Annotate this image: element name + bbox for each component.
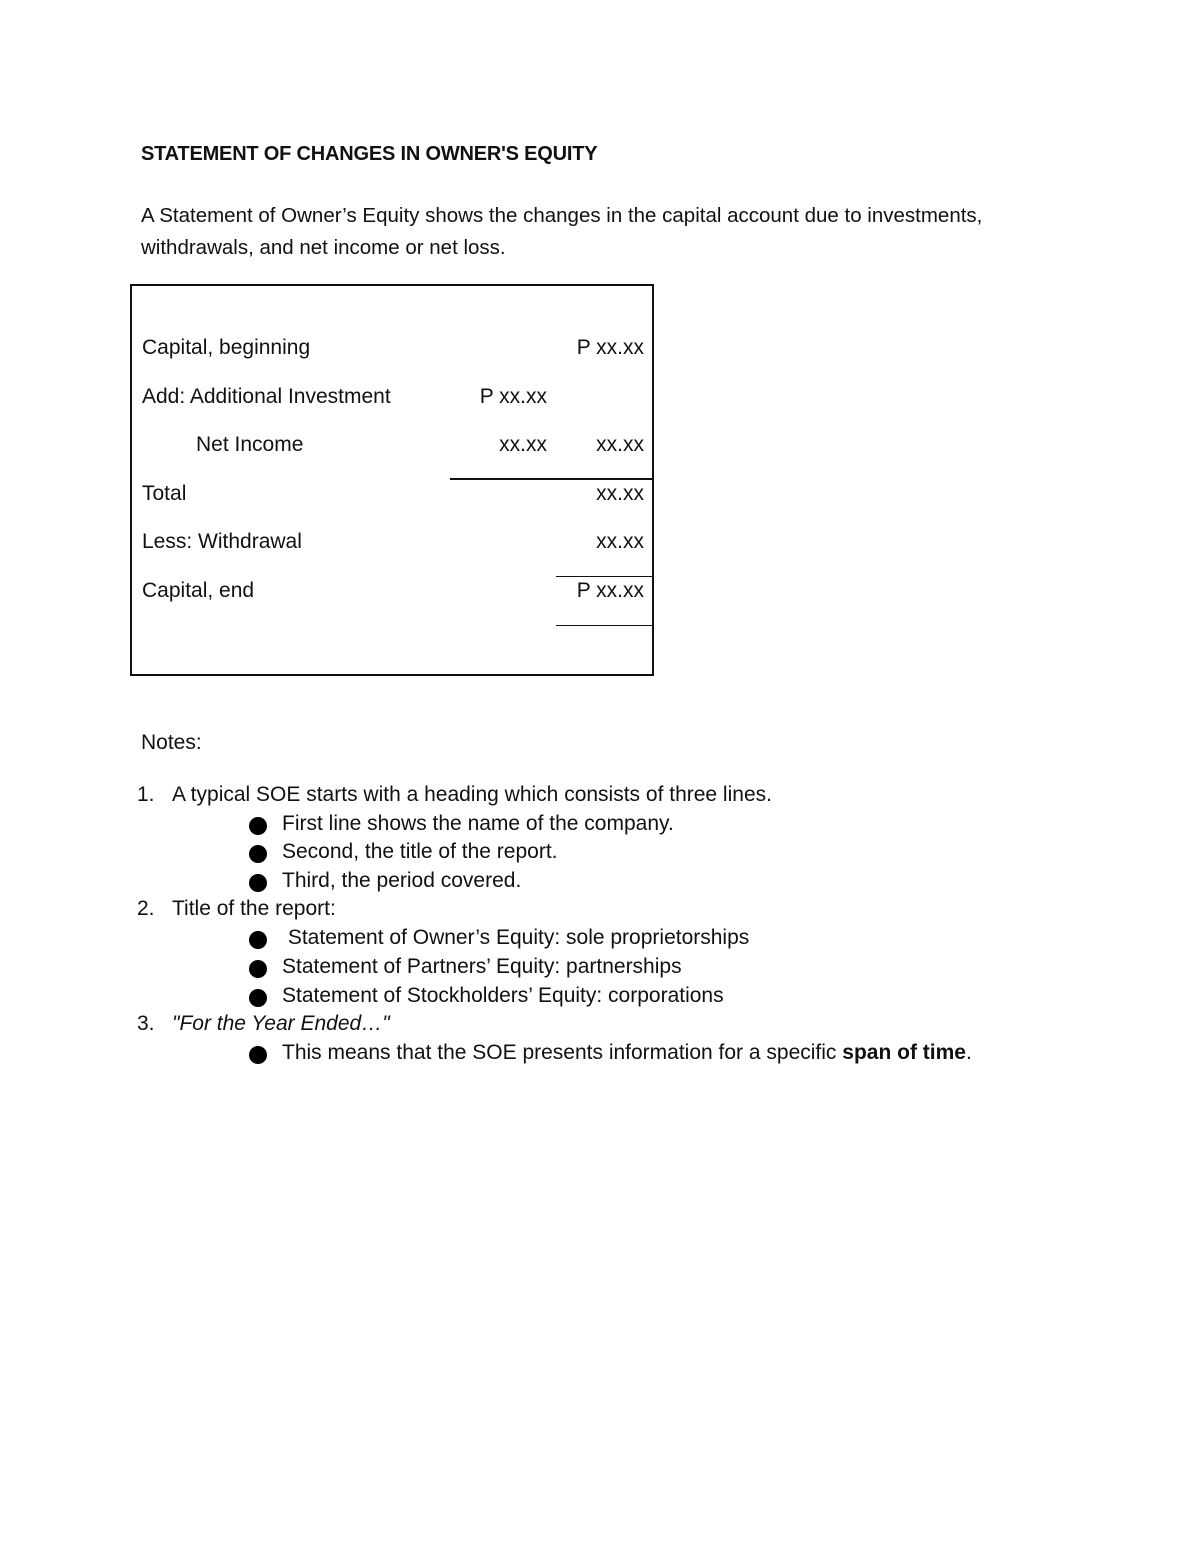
page-title: STATEMENT OF CHANGES IN OWNER'S EQUITY bbox=[141, 143, 598, 165]
bullet-icon bbox=[249, 874, 267, 892]
list-item bbox=[0, 897, 1200, 926]
row-label: Capital, end bbox=[142, 579, 255, 602]
row-additional-investment bbox=[132, 385, 652, 415]
bullet-icon bbox=[249, 1046, 267, 1064]
row-capital-beginning bbox=[132, 336, 652, 366]
bullet-icon bbox=[249, 817, 267, 835]
row-amount-col2: P xx.xx bbox=[576, 336, 644, 359]
less-rule bbox=[556, 576, 652, 577]
row-amount-col2: xx.xx bbox=[596, 482, 644, 505]
row-label: Total bbox=[142, 482, 187, 505]
list-item bbox=[0, 1012, 1200, 1041]
row-amount-col2: xx.xx bbox=[596, 433, 644, 456]
list-item bbox=[0, 783, 1200, 812]
row-amount-col2: P xx.xx bbox=[576, 579, 644, 602]
bullet-text-before: This means that the SOE presents information for a specific bbox=[282, 1041, 843, 1064]
final-rule bbox=[556, 625, 652, 626]
list-number: 1. bbox=[137, 783, 155, 806]
bullet-text: Statement of Owner’s Equity: sole proprietorships bbox=[282, 926, 750, 949]
notes-label: Notes: bbox=[141, 731, 202, 754]
bullet-text bbox=[282, 1041, 972, 1065]
bullet-icon bbox=[249, 845, 267, 863]
row-total bbox=[132, 482, 652, 512]
list-item-text: "For the Year Ended…" bbox=[172, 1012, 390, 1035]
bullet-text: Statement of Stockholders’ Equity: corporations bbox=[282, 984, 724, 1007]
list-number: 3. bbox=[137, 1012, 155, 1035]
row-withdrawal bbox=[132, 530, 652, 560]
row-label: Add: Additional Investment bbox=[142, 385, 391, 408]
statement-box bbox=[130, 284, 654, 676]
bullet-item bbox=[0, 869, 1200, 898]
row-amount-col1: xx.xx bbox=[499, 433, 547, 456]
bullet-text-bold: span of time bbox=[842, 1041, 966, 1064]
subtotal-rule bbox=[450, 478, 652, 480]
row-amount-col1: P xx.xx bbox=[479, 385, 547, 408]
bullet-text: First line shows the name of the company. bbox=[282, 812, 674, 835]
bullet-item bbox=[0, 840, 1200, 869]
bullet-text: Third, the period covered. bbox=[282, 869, 522, 892]
bullet-item bbox=[0, 926, 1200, 955]
bullet-icon bbox=[249, 989, 267, 1007]
intro-paragraph bbox=[141, 200, 1061, 264]
intro-line-1: A Statement of Owner’s Equity shows the changes in the capital account due to investments, bbox=[141, 204, 983, 227]
row-label: Less: Withdrawal bbox=[142, 530, 302, 553]
bullet-text: Statement of Partners’ Equity: partnerships bbox=[282, 955, 682, 978]
row-amount-col2: xx.xx bbox=[596, 530, 644, 553]
row-net-income bbox=[132, 433, 652, 463]
bullet-item bbox=[0, 812, 1200, 841]
row-label: Capital, beginning bbox=[142, 336, 311, 359]
list-number: 2. bbox=[137, 897, 155, 920]
bullet-text-after: . bbox=[965, 1041, 972, 1064]
bullet-text: Second, the title of the report. bbox=[282, 840, 558, 863]
row-capital-end bbox=[132, 579, 652, 609]
intro-line-2: withdrawals, and net income or net loss. bbox=[141, 236, 506, 259]
bullet-item bbox=[0, 955, 1200, 984]
list-item-text: A typical SOE starts with a heading which consists of three lines. bbox=[172, 783, 772, 806]
bullet-icon bbox=[249, 931, 267, 949]
bullet-item bbox=[0, 984, 1200, 1013]
bullet-item bbox=[0, 1041, 1200, 1070]
list-item-text: Title of the report: bbox=[172, 897, 336, 920]
row-label: Net Income bbox=[196, 433, 304, 456]
bullet-icon bbox=[249, 960, 267, 978]
